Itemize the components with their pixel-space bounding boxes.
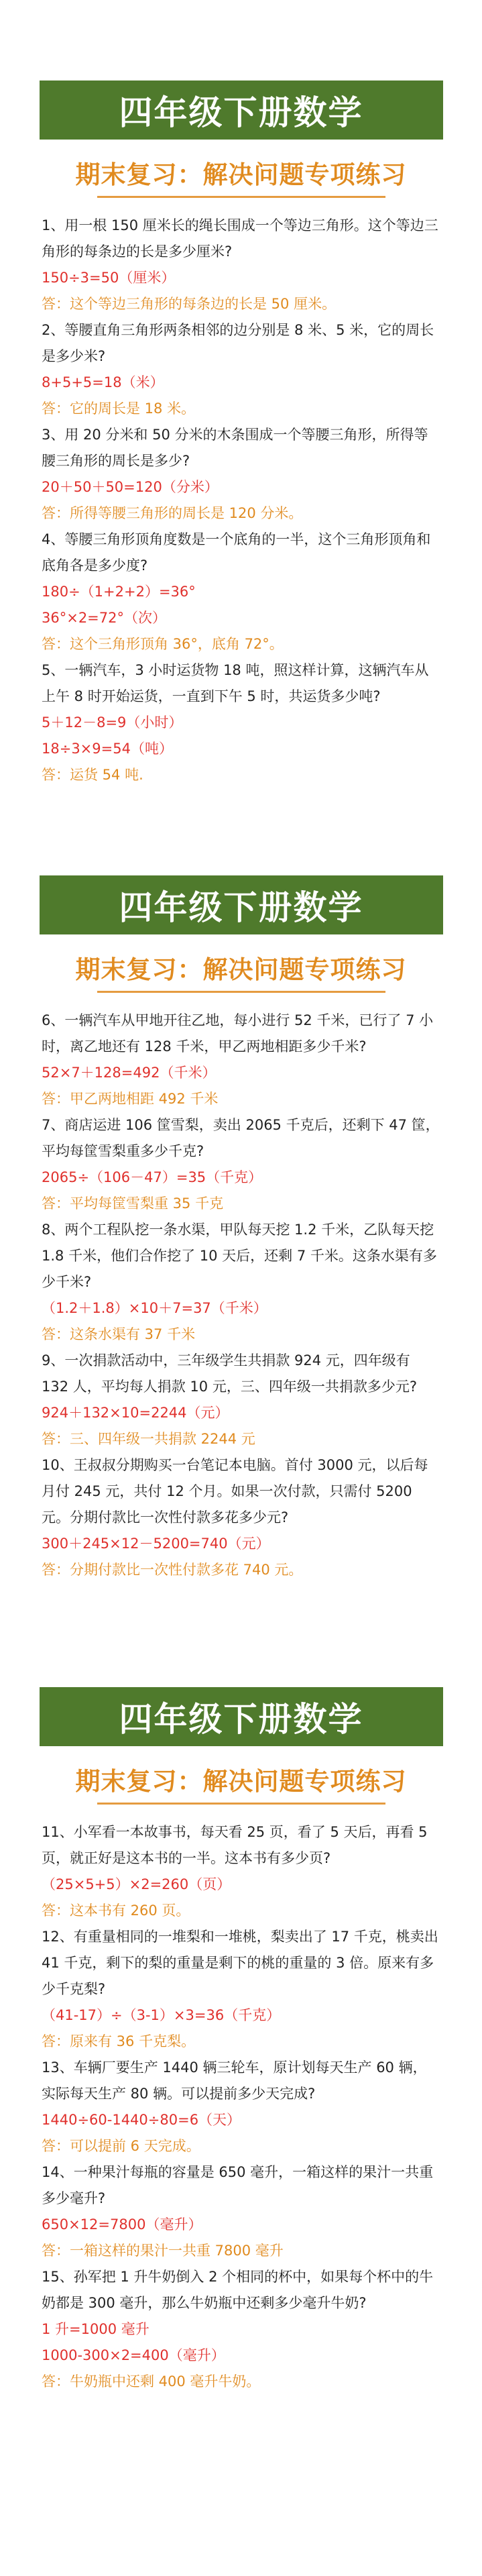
solution-step: 924＋132×10=2244（元） xyxy=(42,1405,229,1421)
answer-text: 答：运货 54 吨. xyxy=(42,767,143,783)
solution-step: 180÷（1+2+2）=36° xyxy=(42,584,196,600)
question-text: 8、两个工程队挖一条水渠，甲队每天挖 1.2 千米，乙队每天挖 1.8 千米，他们合作挖了 10 天后，还剩 7 千米。这条水渠有多少千米? xyxy=(42,1222,438,1290)
answer-text: 答：这个三角形顶角 36°，底角 72°。 xyxy=(42,636,284,652)
question-text: 11、小军看一本故事书，每天看 25 页，看了 5 天后，再看 5 页，就正好是这本书的一半。这本书有多少页? xyxy=(42,1824,432,1866)
solution-step: （1.2＋1.8）×10＋7=37（千米） xyxy=(42,1300,267,1316)
section-title: 四年级下册数学 xyxy=(40,80,443,140)
question-text: 5、一辆汽车，3 小时运货物 18 吨，照这样计算，这辆汽车从上午 8 时开始运货，一直到下午 5 时，共运货多少吨? xyxy=(42,662,429,704)
solution-step: 5＋12－8=9（小时） xyxy=(42,714,183,731)
solution-step: 8+5+5=18（米） xyxy=(42,374,164,390)
answer-text: 答：平均每筐雪梨重 35 千克 xyxy=(42,1195,224,1212)
solution-step: 300＋245×12－5200=740（元） xyxy=(42,1536,270,1552)
answer-text: 答：原来有 36 千克梨。 xyxy=(42,2033,196,2049)
question-text: 6、一辆汽车从甲地开往乙地，每小进行 52 千米，已行了 7 小时，离乙地还有 128 千米，甲乙两地相距多少千米? xyxy=(42,1012,434,1055)
answer-text: 答：这本书有 260 页。 xyxy=(42,1902,190,1919)
subtitle-underline xyxy=(97,1803,385,1805)
answer-text: 答：这个等边三角形的每条边的长是 50 厘米。 xyxy=(42,296,337,312)
question-text: 7、商店运进 106 筐雪梨，卖出 2065 千克后，还剩下 47 筐，平均每筐雪梨重多少千克? xyxy=(42,1117,440,1159)
question-text: 12、有重量相同的一堆梨和一堆桃，梨卖出了 17 千克，桃卖出 41 千克，剩下的梨的重量是剩下的桃的重量的 3 倍。原来有多少千克梨? xyxy=(42,1929,443,1997)
solution-step: 1440÷60-1440÷80=6（天） xyxy=(42,2112,241,2128)
solution-step: （41-17）÷（3-1）×3=36（千克） xyxy=(42,2007,281,2023)
section-subtitle: 期末复习：解决问题专项练习 xyxy=(75,1767,407,1796)
question-text: 14、一种果汁每瓶的容量是 650 毫升，一箱这样的果汁一共重多少毫升? xyxy=(42,2164,434,2206)
answer-text: 答：所得等腰三角形的周长是 120 分米。 xyxy=(42,505,303,521)
question-text: 4、等腰三角形顶角度数是一个底角的一半，这个三角形顶角和底角各是多少度? xyxy=(42,531,431,574)
worksheet-section-1 xyxy=(0,80,482,788)
subtitle-underline xyxy=(97,196,385,198)
question-list xyxy=(0,1819,482,2395)
question-list xyxy=(0,1008,482,1583)
solution-step: （25×5+5）×2=260（页） xyxy=(42,1876,231,1892)
question-text: 13、车辆厂要生产 1440 辆三轮车，原计划每天生产 60 辆，实际每天生产 80 辆。可以提前多少天完成? xyxy=(42,2059,427,2102)
answer-text: 答：一箱这样的果汁一共重 7800 毫升 xyxy=(42,2243,284,2259)
solution-step: 1000-300×2=400（毫升） xyxy=(42,2347,225,2363)
answer-text: 答：甲乙两地相距 492 千米 xyxy=(42,1091,219,1107)
section-subtitle: 期末复习：解决问题专项练习 xyxy=(75,160,407,189)
solution-step: 150÷3=50（厘米） xyxy=(42,270,176,286)
section-title: 四年级下册数学 xyxy=(40,875,443,934)
answer-text: 答：这条水渠有 37 千米 xyxy=(42,1326,196,1342)
section-subtitle: 期末复习：解决问题专项练习 xyxy=(75,955,407,984)
question-text: 10、王叔叔分期购买一台笔记本电脑。首付 3000 元，以后每月付 245 元，共付 12 个月。如果一次付款，只需付 5200 元。分期付款比一次性付款多花多少元? xyxy=(42,1457,428,1525)
question-text: 1、用一根 150 厘米长的绳长围成一个等边三角形。这个等边三角形的每条边的长是多少厘米? xyxy=(42,217,438,260)
answer-text: 答：牛奶瓶中还剩 400 毫升牛奶。 xyxy=(42,2373,261,2390)
solution-step: 1 升=1000 毫升 xyxy=(42,2321,149,2337)
worksheet-section-3 xyxy=(0,1687,482,2395)
question-list xyxy=(0,213,482,788)
solution-step: 20＋50＋50=120（分米） xyxy=(42,479,219,495)
answer-text: 答：分期付款比一次性付款多花 740 元。 xyxy=(42,1562,303,1578)
answer-text: 答：它的周长是 18 米。 xyxy=(42,400,196,417)
worksheet-section-2 xyxy=(0,875,482,1583)
question-text: 2、等腰直角三角形两条相邻的边分别是 8 米、5 米，它的周长是多少米? xyxy=(42,322,434,364)
section-title: 四年级下册数学 xyxy=(40,1687,443,1746)
question-text: 15、孙军把 1 升牛奶倒入 2 个相同的杯中，如果每个杯中的牛奶都是 300 毫升，那么牛奶瓶中还剩多少毫升牛奶? xyxy=(42,2269,434,2311)
solution-step: 650×12=7800（毫升） xyxy=(42,2216,202,2233)
solution-step: 2065÷（106－47）=35（千克） xyxy=(42,1169,263,1185)
answer-text: 答：三、四年级一共捐款 2244 元 xyxy=(42,1431,255,1447)
solution-step: 36°×2=72°（次） xyxy=(42,610,166,626)
subtitle-underline xyxy=(97,991,385,993)
solution-step: 52×7＋128=492（千米） xyxy=(42,1065,217,1081)
question-text: 3、用 20 分米和 50 分米的木条围成一个等腰三角形，所得等腰三角形的周长是多少? xyxy=(42,427,428,469)
answer-text: 答：可以提前 6 天完成。 xyxy=(42,2138,200,2154)
question-text: 9、一次捐款活动中，三年级学生共捐款 924 元，四年级有 132 人，平均每人捐款 10 元，三、四年级一共捐款多少元? xyxy=(42,1352,417,1395)
solution-step: 18÷3×9=54（吨） xyxy=(42,741,173,757)
